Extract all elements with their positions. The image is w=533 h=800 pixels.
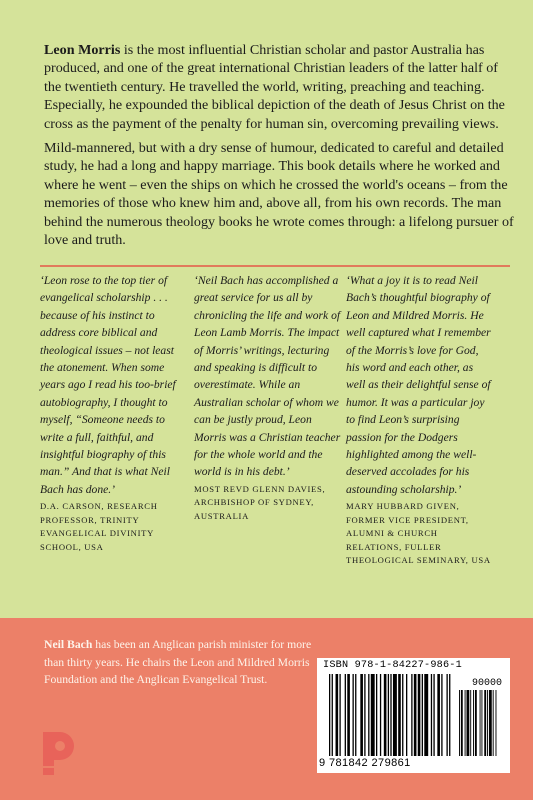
blurb-paragraph-1-text: is the most influential Christian scholar and pastor Australia has produced, and one of the great international Christian leaders of the latter half of the twentieth century. He travelled the world, writing, preaching and teaching. Especially, he expounded the biblical depiction of the death of Jesus Christ on the cross as the payment of the penalty for human sin, overcoming prevailing views. [44,42,505,132]
barcode-digits: 9 781842 279861 [319,757,411,769]
endorsement-quote: ‘Leon rose to the top tier of evangelical scholarship . . . because of his instinct to address core biblical and theological issues – not least the atonement. When some years ago I read his too-brief autobiography, I thought to myself, “Someone needs to write a full, faithful, and insightful biography of this man.” And that is what Neil Bach has done.’ [40,274,176,496]
blurb-paragraph-1 [44,41,514,133]
endorsement-1 [40,272,188,554]
author-bio-text: has been an Anglican parish minister for more than thirty years. He chairs the Leon and Mildred Morris Foundation and the Anglican Evangelical Trust. [44,638,312,687]
endorsement-quote: ‘Neil Bach has accomplished a great service for us all by chronicling the life and work of Leon Lamb Morris. The impact of Morris’ writings, lecturing and speaking is difficult to overestimate. While an Australian scholar of whom we can be justly proud, Leon Morris was a Christian teacher for the whole world and the world is in his debt.’ [194,274,341,479]
endorsement-attribution: D.A. CARSON, RESEARCH PROFESSOR, TRINITY EVANGELICAL DIVINITY SCHOOL, USA [40,501,158,552]
endorsement-quote: ‘What a joy it is to read Neil Bach’s thoughtful biography of Leon and Mildred Morris. He well captured what I remember of the Morris’s love for God, his word and each other, as well as their delightful sense of humor. It was a particular joy to find Leon’s surprising passion for the Dodgers highlighted among the well-deserved accolades for his astounding scholarship.’ [346,274,491,496]
endorsement-attribution: MOST REVD GLENN DAVIES, ARCHBISHOP OF SYDNEY, AUSTRALIA [194,483,326,521]
endorsement-attribution: MARY HUBBARD GIVEN, FORMER VICE PRESIDENT, ALUMNI & CHURCH RELATIONS, FULLER THEOLOGICAL SEMINARY, USA [346,501,491,565]
endorsement-3 [346,272,494,567]
endorsement-2 [194,272,342,523]
barcode-bars [329,674,453,756]
author-bio-name: Neil Bach [44,638,93,651]
author-bio [44,636,319,689]
addon-barcode-bars [459,690,503,756]
blurb-paragraph-2: Mild-mannered, but with a dry sense of humour, dedicated to careful and detailed study, he had a long and happy marriage. This book details where he worked and where he went – even the ships on which he crossed the world's oceans – from the memories of those who knew him and, above all, from his own records. The man behind the numerous theology books he wrote comes through: a lifelong pursuer of love and truth. [44,140,514,249]
divider-rule [40,265,510,267]
publisher-logo-icon [40,730,76,776]
subject-name: Leon Morris [44,42,121,58]
price-code: 90000 [471,678,502,689]
isbn-label: ISBN 978-1-84227-986-1 [323,660,462,671]
blurb [44,41,514,255]
isbn-barcode [317,658,510,773]
